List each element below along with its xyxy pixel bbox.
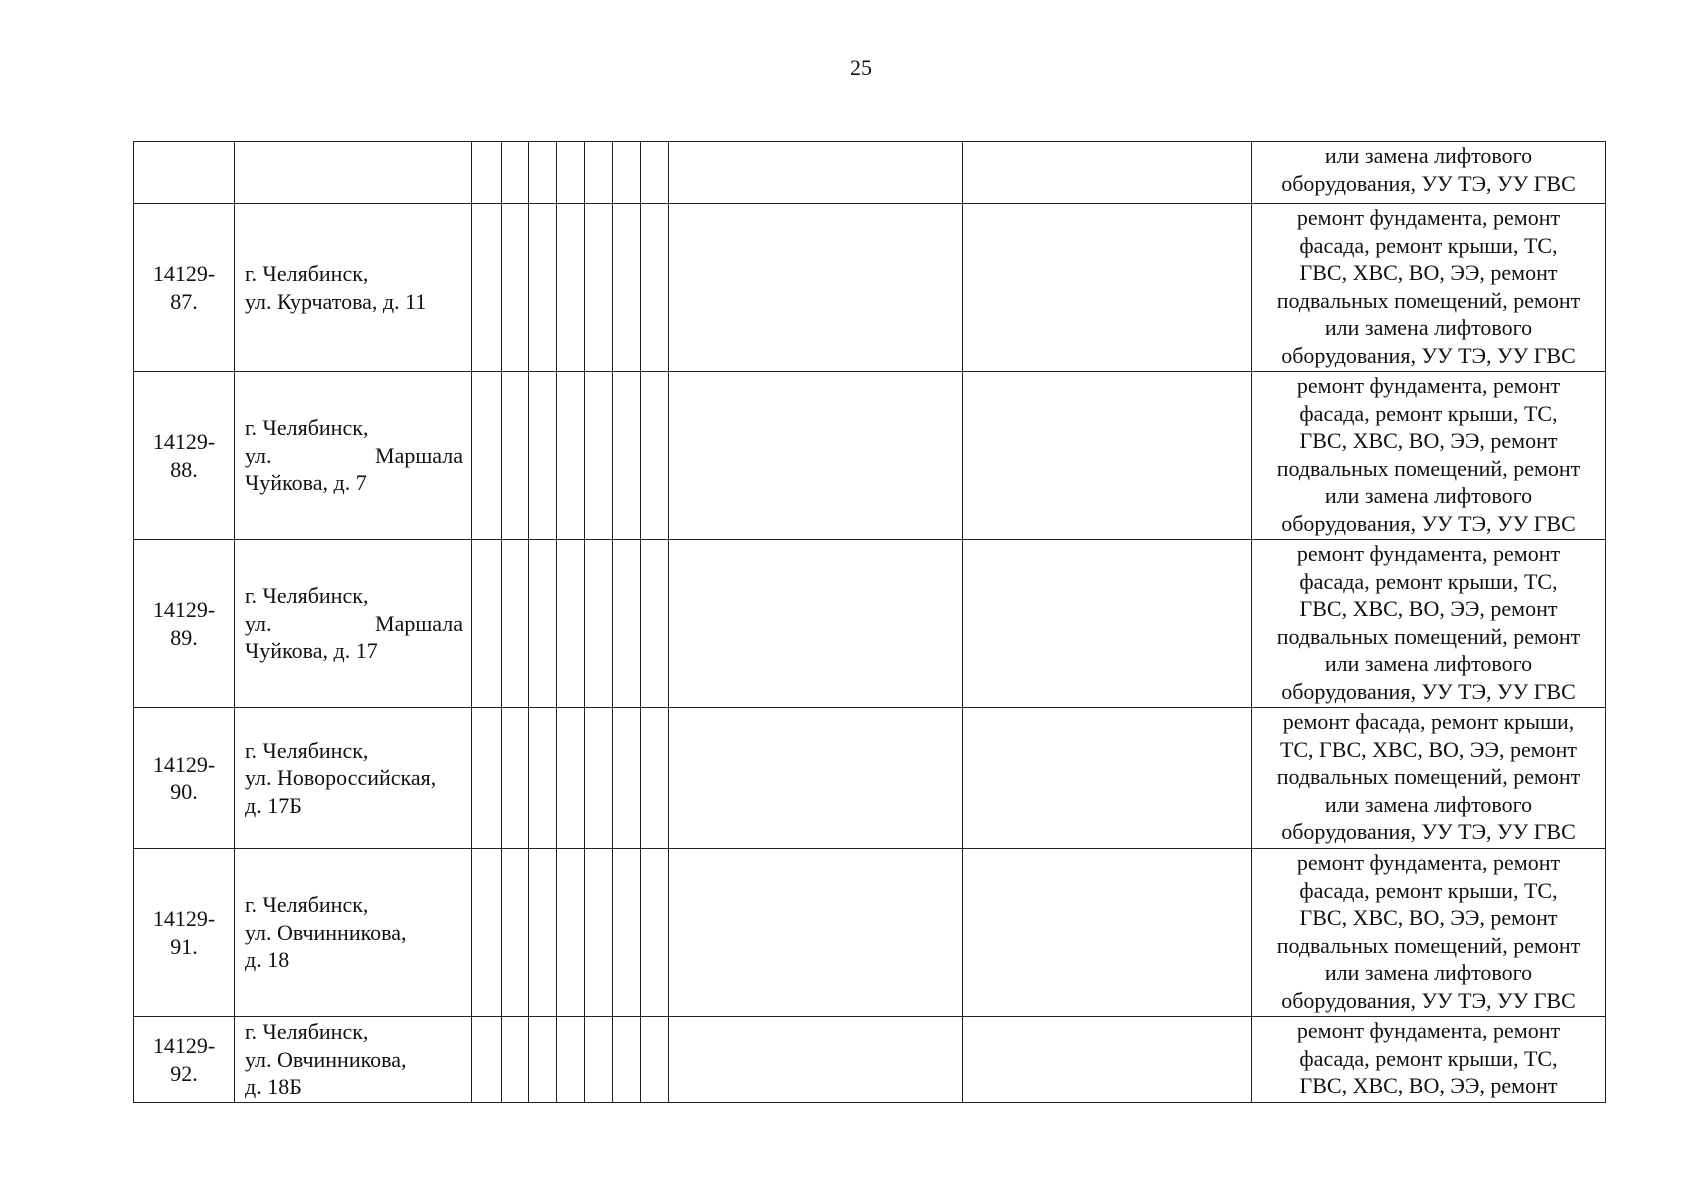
works-line: фасада, ремонт крыши, ТС,	[1299, 232, 1558, 258]
repair-program-table	[133, 141, 1606, 1103]
empty-cell	[641, 204, 669, 372]
row-number-line: 87.	[170, 288, 198, 314]
works-cell	[1252, 372, 1606, 540]
row-number-line: 14129-	[152, 751, 216, 777]
empty-cell	[641, 142, 669, 204]
table-body	[134, 142, 1606, 1103]
empty-cell	[502, 849, 529, 1017]
empty-cell	[669, 1017, 963, 1103]
works-line: или замена лифтового	[1324, 315, 1533, 340]
works-line: ГВС, ХВС, ВО, ЭЭ, ремонт	[1299, 428, 1558, 453]
table-row	[134, 540, 1606, 708]
empty-cell	[472, 372, 502, 540]
empty-cell	[557, 372, 585, 540]
row-number-cell	[134, 1017, 235, 1103]
empty-cell	[502, 372, 529, 540]
address-cell	[235, 849, 472, 1017]
works-line: подвальных помещений, ремонт	[1276, 287, 1581, 313]
works-cell	[1252, 708, 1606, 849]
table-row	[134, 142, 1606, 204]
empty-cell	[529, 204, 557, 372]
row-number-line: 89.	[170, 624, 198, 650]
row-number-line: 90.	[170, 779, 198, 804]
empty-cell	[585, 540, 613, 708]
empty-cell	[963, 372, 1252, 540]
row-number-line: 14129-	[152, 597, 216, 622]
address-line: ул. Маршала	[245, 442, 463, 468]
row-number-cell	[134, 142, 235, 204]
empty-cell	[557, 142, 585, 204]
works-line: ремонт фундамента, ремонт	[1296, 205, 1561, 230]
row-number-cell	[134, 372, 235, 540]
address-line: г. Челябинск,	[245, 261, 369, 286]
works-line: ремонт фундамента, ремонт	[1296, 373, 1561, 398]
empty-cell	[963, 1017, 1252, 1103]
row-number-line: 14129-	[152, 1033, 216, 1058]
empty-cell	[472, 540, 502, 708]
table-row	[134, 372, 1606, 540]
empty-cell	[613, 204, 641, 372]
empty-cell	[502, 708, 529, 849]
empty-cell	[472, 204, 502, 372]
empty-cell	[963, 204, 1252, 372]
address-cell	[235, 1017, 472, 1103]
works-line: подвальных помещений, ремонт	[1276, 623, 1581, 649]
empty-cell	[472, 708, 502, 849]
empty-cell	[502, 1017, 529, 1103]
row-number-cell	[134, 708, 235, 849]
empty-cell	[585, 708, 613, 849]
works-line: фасада, ремонт крыши, ТС,	[1299, 400, 1558, 426]
empty-cell	[585, 204, 613, 372]
row-number-cell	[134, 204, 235, 372]
works-line: подвальных помещений, ремонт	[1276, 455, 1581, 481]
address-cell	[235, 142, 472, 204]
empty-cell	[557, 540, 585, 708]
address-line: ул. Овчинникова,	[245, 919, 407, 945]
empty-cell	[529, 142, 557, 204]
address-cell	[235, 540, 472, 708]
empty-cell	[557, 204, 585, 372]
empty-cell	[472, 1017, 502, 1103]
address-line: ул. Маршала	[245, 610, 463, 636]
empty-cell	[557, 708, 585, 849]
empty-cell	[641, 708, 669, 849]
row-number-line: 14129-	[152, 429, 216, 454]
works-line: ГВС, ХВС, ВО, ЭЭ, ремонт	[1299, 1073, 1558, 1098]
table-row	[134, 708, 1606, 849]
empty-cell	[963, 540, 1252, 708]
works-line: фасада, ремонт крыши, ТС,	[1299, 568, 1558, 594]
address-line: д. 18Б	[245, 1074, 302, 1100]
empty-cell	[502, 142, 529, 204]
empty-cell	[529, 849, 557, 1017]
empty-cell	[669, 204, 963, 372]
empty-cell	[613, 708, 641, 849]
address-line: ул. Овчинникова,	[245, 1046, 407, 1072]
works-line: ремонт фундамента, ремонт	[1296, 1018, 1561, 1043]
works-line: или замена лифтового	[1324, 960, 1533, 985]
address-cell	[235, 372, 472, 540]
empty-cell	[669, 708, 963, 849]
empty-cell	[502, 204, 529, 372]
address-line: г. Челябинск,	[245, 892, 369, 918]
works-cell	[1252, 1017, 1606, 1103]
works-line: ГВС, ХВС, ВО, ЭЭ, ремонт	[1299, 905, 1558, 930]
works-line: фасада, ремонт крыши, ТС,	[1299, 1045, 1558, 1071]
empty-cell	[557, 849, 585, 1017]
empty-cell	[613, 849, 641, 1017]
address-cell	[235, 204, 472, 372]
empty-cell	[963, 849, 1252, 1017]
address-line: Чуйкова, д. 7	[245, 470, 367, 496]
table-row	[134, 204, 1606, 372]
empty-cell	[613, 540, 641, 708]
row-number-line: 14129-	[152, 906, 216, 931]
works-line: ТС, ГВС, ХВС, ВО, ЭЭ, ремонт	[1279, 736, 1578, 762]
empty-cell	[529, 1017, 557, 1103]
empty-cell	[529, 372, 557, 540]
works-line: ремонт фундамента, ремонт	[1296, 850, 1561, 875]
empty-cell	[529, 540, 557, 708]
empty-cell	[613, 1017, 641, 1103]
address-line: г. Челябинск,	[245, 1019, 369, 1045]
table-row	[134, 1017, 1606, 1103]
address-line: Чуйкова, д. 17	[245, 638, 378, 664]
row-number-line: 88.	[170, 456, 198, 482]
empty-cell	[585, 142, 613, 204]
works-cell	[1252, 142, 1606, 204]
works-line: или замена лифтового	[1324, 143, 1533, 168]
works-line: ГВС, ХВС, ВО, ЭЭ, ремонт	[1299, 596, 1558, 621]
empty-cell	[557, 1017, 585, 1103]
empty-cell	[669, 849, 963, 1017]
empty-cell	[641, 1017, 669, 1103]
row-number-line: 92.	[170, 1060, 198, 1086]
address-line: д. 17Б	[245, 792, 302, 818]
empty-cell	[502, 540, 529, 708]
works-line: оборудования, УУ ТЭ, УУ ГВС	[1281, 678, 1576, 704]
works-line: фасада, ремонт крыши, ТС,	[1299, 877, 1558, 903]
address-line: г. Челябинск,	[245, 415, 369, 441]
works-line: оборудования, УУ ТЭ, УУ ГВС	[1281, 987, 1576, 1013]
empty-cell	[472, 849, 502, 1017]
empty-cell	[669, 142, 963, 204]
address-line: ул. Курчатова, д. 11	[245, 288, 427, 314]
works-line: оборудования, УУ ТЭ, УУ ГВС	[1281, 819, 1576, 844]
empty-cell	[585, 1017, 613, 1103]
address-line: г. Челябинск,	[245, 737, 369, 763]
empty-cell	[669, 540, 963, 708]
table-row	[134, 849, 1606, 1017]
works-line: ремонт фасада, ремонт крыши,	[1282, 709, 1575, 734]
empty-cell	[613, 142, 641, 204]
works-cell	[1252, 204, 1606, 372]
works-cell	[1252, 540, 1606, 708]
works-cell	[1252, 849, 1606, 1017]
empty-cell	[641, 372, 669, 540]
works-line: ГВС, ХВС, ВО, ЭЭ, ремонт	[1299, 260, 1558, 285]
empty-cell	[669, 372, 963, 540]
works-line: или замена лифтового	[1324, 791, 1533, 817]
row-number-line: 14129-	[152, 261, 216, 286]
works-line: или замена лифтового	[1324, 483, 1533, 508]
empty-cell	[529, 708, 557, 849]
works-line: подвальных помещений, ремонт	[1276, 764, 1581, 789]
works-line: подвальных помещений, ремонт	[1276, 932, 1581, 958]
empty-cell	[963, 142, 1252, 204]
address-cell	[235, 708, 472, 849]
works-line: оборудования, УУ ТЭ, УУ ГВС	[1281, 510, 1576, 536]
row-number-line: 91.	[170, 933, 198, 959]
empty-cell	[585, 372, 613, 540]
empty-cell	[963, 708, 1252, 849]
empty-cell	[613, 372, 641, 540]
empty-cell	[585, 849, 613, 1017]
works-line: оборудования, УУ ТЭ, УУ ГВС	[1281, 342, 1576, 368]
address-line: г. Челябинск,	[245, 583, 369, 609]
address-line: ул. Новороссийская,	[245, 765, 437, 791]
empty-cell	[641, 849, 669, 1017]
empty-cell	[472, 142, 502, 204]
row-number-cell	[134, 849, 235, 1017]
row-number-cell	[134, 540, 235, 708]
works-line: ремонт фундамента, ремонт	[1296, 541, 1561, 566]
works-line: или замена лифтового	[1324, 651, 1533, 676]
page-number: 25	[850, 55, 872, 80]
works-line: оборудования, УУ ТЭ, УУ ГВС	[1281, 170, 1576, 196]
empty-cell	[641, 540, 669, 708]
address-line: д. 18	[245, 947, 290, 973]
